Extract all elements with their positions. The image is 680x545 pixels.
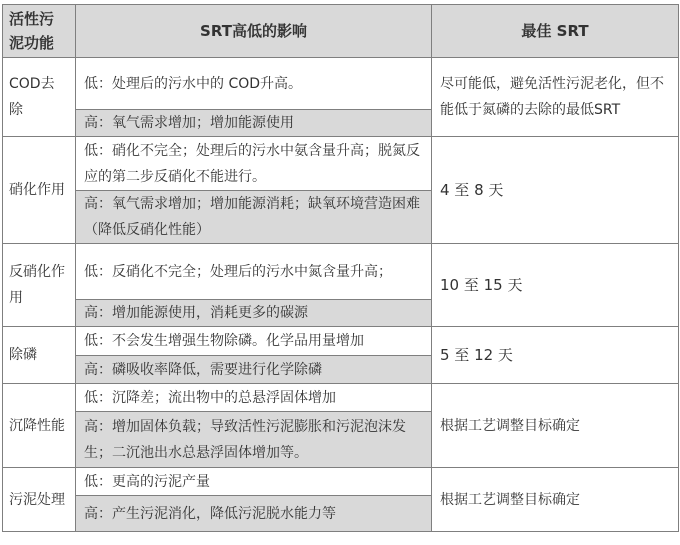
low-impact-cell: 低：更高的污泥产量	[76, 468, 432, 496]
high-impact-cell: 高：增加能源使用，消耗更多的碳源	[76, 300, 432, 327]
srt-impact-table	[2, 4, 679, 532]
table-row	[3, 137, 679, 191]
low-impact-cell: 低：不会发生增强生物除磷。化学品用量增加	[76, 327, 432, 356]
low-impact-cell: 低：硝化不完全；处理后的污水中氨含量升高；脱氮反应的第二步反硝化不能进行。	[76, 137, 432, 191]
best-srt-cell: 根据工艺调整目标确定	[432, 468, 679, 532]
function-cell: 沉降性能	[3, 384, 76, 468]
best-srt-cell: 根据工艺调整目标确定	[432, 384, 679, 468]
header-best-srt: 最佳 SRT	[432, 5, 679, 58]
function-cell: COD去除	[3, 58, 76, 137]
function-cell: 除磷	[3, 327, 76, 384]
high-impact-cell: 高：产生污泥消化，降低污泥脱水能力等	[76, 496, 432, 532]
table-row	[3, 244, 679, 300]
high-impact-cell: 高：氧气需求增加；增加能源使用	[76, 110, 432, 137]
high-impact-cell: 高：磷吸收率降低，需要进行化学除磷	[76, 356, 432, 384]
function-cell: 污泥处理	[3, 468, 76, 532]
header-function: 活性污泥功能	[3, 5, 76, 58]
header-row	[3, 5, 679, 58]
low-impact-cell: 低：处理后的污水中的 COD升高。	[76, 58, 432, 110]
best-srt-cell: 4 至 8 天	[432, 137, 679, 244]
best-srt-cell: 10 至 15 天	[432, 244, 679, 327]
table-row	[3, 384, 679, 412]
header-impact: SRT高低的影响	[76, 5, 432, 58]
table-row	[3, 327, 679, 356]
low-impact-cell: 低：沉降差；流出物中的总悬浮固体增加	[76, 384, 432, 412]
high-impact-cell: 高：氧气需求增加；增加能源消耗；缺氧环境营造困难（降低反硝化性能）	[76, 191, 432, 244]
function-cell: 硝化作用	[3, 137, 76, 244]
high-impact-cell: 高：增加固体负载；导致活性污泥膨胀和污泥泡沫发生；二沉池出水总悬浮固体增加等。	[76, 412, 432, 468]
table-row	[3, 58, 679, 110]
low-impact-cell: 低：反硝化不完全；处理后的污水中氮含量升高；	[76, 244, 432, 300]
best-srt-cell: 5 至 12 天	[432, 327, 679, 384]
function-cell: 反硝化作用	[3, 244, 76, 327]
best-srt-cell: 尽可能低，避免活性污泥老化，但不能低于氮磷的去除的最低SRT	[432, 58, 679, 137]
table-row	[3, 468, 679, 496]
